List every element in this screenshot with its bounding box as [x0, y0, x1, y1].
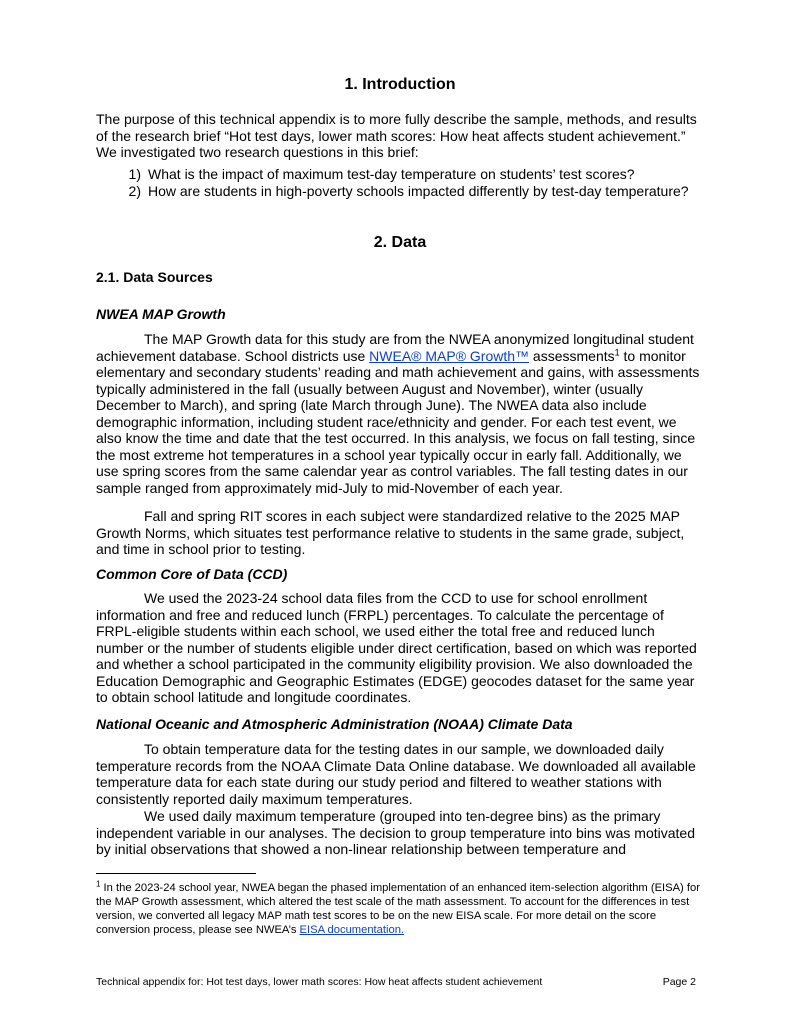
introduction-heading: 1. Introduction: [344, 76, 456, 93]
ccd-heading: Common Core of Data (CCD): [96, 566, 288, 582]
ccd-paragraph: We used the 2023-24 school data files from the CCD to use for school enrollment information and free and reduced lunch (FRPL) percentages. To calculate the percentage of FRPL-eligible students within each school, we used either the total free and reduced lunch number or the number of students eligible under direct certification, based on which was reported and whether a school participated in the community eligibility provision. We also downloaded the Education Demographic and Geographic Estimates (EDGE) geocodes dataset for the same year to obtain school latitude and longitude coordinates.: [96, 590, 697, 705]
nwea-p1-text-a: The MAP Growth data for this study are from the NWEA anonymized longitudinal student achievement database. School districts use: [96, 331, 694, 364]
footnote-text: In the 2023-24 school year, NWEA began the phased implementation of an enhanced item-selection algorithm (EISA) for the MAP Growth assessment, which altered the test scale of the math assessment. To account for the differences in test version, we converted all legacy MAP math test scores to be on the new EISA scale. For more detail on the score conversion process, please see NWEA’s: [96, 882, 700, 936]
research-questions-list: [96, 166, 716, 200]
footnote-ref[interactable]: 1: [614, 346, 620, 357]
footnote: [96, 881, 704, 937]
question-text: What is the impact of maximum test-day temperature on students’ test scores?: [148, 166, 635, 182]
nwea-paragraph-1: [96, 331, 702, 496]
footer-title: Technical appendix for: Hot test days, lower math scores: How heat affects student achievement: [96, 976, 543, 988]
footnote-number: 1: [96, 879, 101, 889]
nwea-heading: NWEA MAP Growth: [96, 306, 226, 322]
question-number: 1): [128, 166, 141, 182]
question-number: 2): [128, 183, 141, 199]
nwea-map-growth-link[interactable]: NWEA® MAP® Growth™: [369, 347, 530, 364]
noaa-paragraph-2: We used daily maximum temperature (grouped into ten-degree bins) as the primary independent variable in our analyses. The decision to group temperature into bins was motivated by initial observations that showed a non-linear relationship between temperature and: [96, 808, 695, 857]
intro-paragraph: The purpose of this technical appendix is to more fully describe the sample, methods, and results of the research brief “Hot test days, lower math scores: How heat affects student achievement.” We investigated two research questions in this brief:: [96, 111, 697, 160]
footnote-divider: [96, 873, 256, 874]
data-heading: 2. Data: [373, 234, 427, 251]
nwea-p1-text-b: assessments: [529, 347, 615, 364]
question-text: How are students in high-poverty schools impacted differently by test-day temperature?: [148, 183, 689, 199]
research-question: [96, 183, 716, 200]
page-number: Page 2: [662, 976, 696, 988]
nwea-p1-text-c: to monitor elementary and secondary students’ reading and math achievement and gains, with assessments typically administered in the fall (usually between August and November), winter (usually December to March), and spring (late March through June). The NWEA data also include demographic information, including student race/ethnicity and gender. For each test event, we also know the time and date that the test occurred. In this analysis, we focus on fall testing, since the most extreme hot temperatures in a school year typically occur in early fall. Additionally, we use spring scores from the same calendar year as control variables. The fall testing dates in our sample ranged from approximately mid-July to mid-November of each year.: [96, 347, 700, 496]
data-sources-heading: 2.1. Data Sources: [96, 269, 213, 285]
noaa-heading: National Oceanic and Atmospheric Administration (NOAA) Climate Data: [96, 716, 573, 732]
research-question: [96, 166, 716, 183]
page-footer: [96, 976, 696, 988]
noaa-paragraph-1: To obtain temperature data for the testing dates in our sample, we downloaded daily temperature records from the NOAA Climate Data Online database. We downloaded all available temperature data for each state during our study period and filtered to weather stations with consistently reported daily maximum temperatures.: [96, 741, 696, 807]
nwea-paragraph-2: Fall and spring RIT scores in each subject were standardized relative to the 2025 MAP Growth Norms, which situates test performance relative to students in the same grade, subject, and time in school prior to testing.: [96, 508, 685, 557]
eisa-documentation-link[interactable]: EISA documentation.: [299, 924, 405, 936]
